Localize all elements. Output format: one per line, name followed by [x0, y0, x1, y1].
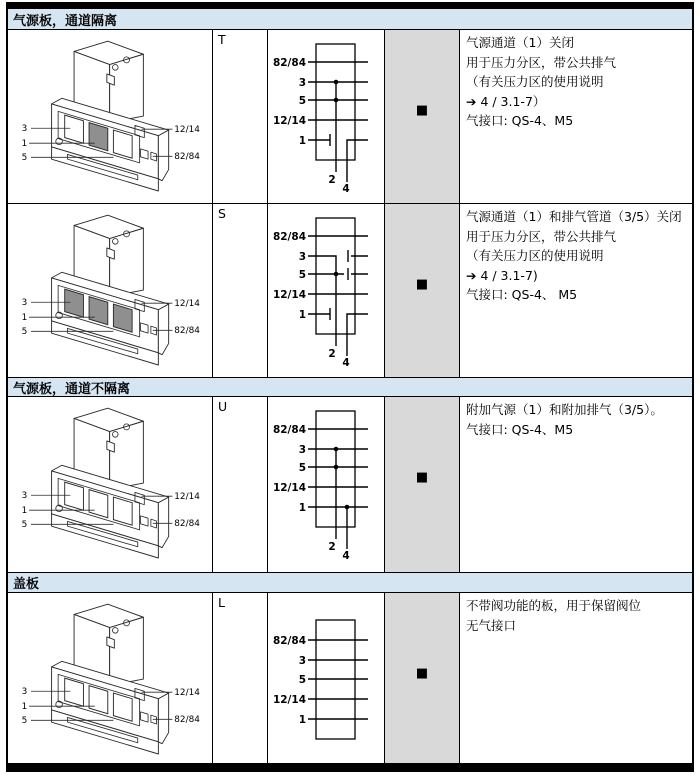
- diagram-label: 2: [328, 541, 336, 553]
- description-line: （有关压力区的使用说明: [466, 248, 604, 263]
- description-cell: [460, 204, 692, 377]
- diagram-label: 12/14: [272, 694, 306, 706]
- variant-code: L: [218, 595, 225, 610]
- port-label-12-14: 12/14: [174, 687, 200, 698]
- code-cell: [213, 30, 268, 203]
- table-row: [8, 204, 692, 378]
- port-label-1: 1: [21, 702, 28, 713]
- plate-drawing-cell: [8, 30, 213, 203]
- variant-code: S: [218, 206, 226, 221]
- manifold-plate-drawing: [16, 598, 208, 762]
- circuit-diagram-supply-exhaust-closed: [268, 204, 385, 378]
- description-line: （有关压力区的使用说明: [466, 74, 604, 89]
- section-header-label: 气源板，通道不隔离: [13, 381, 131, 397]
- port-label-82-84: 82/84: [174, 152, 200, 163]
- code-cell: [213, 204, 268, 377]
- description-line: 附加气源（1）和附加排气（3/5）。: [466, 402, 663, 417]
- description-cell: [460, 30, 692, 203]
- plate-body: [52, 98, 169, 191]
- availability-cell: [385, 397, 460, 572]
- description-line: 用于压力分区，带公共排气: [466, 54, 617, 70]
- diagram-label: 5: [298, 462, 306, 474]
- port-label-5: 5: [21, 716, 28, 727]
- description-line: 气接口: QS-4、M5: [466, 113, 574, 128]
- port-label-3: 3: [21, 124, 28, 135]
- description-line: ➔ 4 / 3.1-7): [466, 267, 538, 283]
- availability-marker: ■: [415, 103, 429, 118]
- port-label-1: 1: [21, 506, 28, 517]
- plate-body: [52, 272, 169, 365]
- availability-marker: ■: [415, 666, 429, 681]
- port-label-3: 3: [21, 687, 28, 698]
- variant-code: T: [218, 32, 226, 47]
- table-row: [8, 30, 692, 204]
- diagram-label: 1: [298, 502, 306, 514]
- port-label-12-14: 12/14: [174, 124, 200, 135]
- description-line: 气接口: QS-4、M5: [466, 421, 574, 437]
- section-header: [8, 9, 692, 30]
- description-line: 气接口: QS-4、 M5: [466, 287, 578, 302]
- circuit-diagram-additional-supply: [268, 397, 385, 571]
- manifold-plate-drawing: [16, 402, 208, 566]
- description-line: ➔ 4 / 3.1-7）: [466, 93, 546, 109]
- description-line: 气源通道（1）和排气管道（3/5）关闭: [466, 209, 682, 224]
- circuit-diagram-supply-closed: [268, 30, 385, 204]
- diagram-label: 12/14: [272, 115, 306, 127]
- diagram-label: 12/14: [272, 289, 306, 301]
- table-row: [8, 397, 692, 573]
- port-label-12-14: 12/14: [174, 491, 200, 502]
- circuit-diagram-cover-plate: [268, 593, 385, 763]
- diagram-label: 2: [328, 348, 336, 360]
- port-label-82-84: 82/84: [174, 715, 200, 726]
- table-row: [8, 593, 692, 763]
- diagram-label: 12/14: [272, 482, 306, 494]
- availability-cell: [385, 593, 460, 763]
- port-label-1: 1: [21, 139, 28, 150]
- diagram-label: 5: [298, 674, 306, 686]
- port-label-5: 5: [21, 153, 28, 164]
- section-header-label: 气源板，通道隔离: [13, 13, 118, 29]
- plate-body: [52, 465, 169, 558]
- diagram-label: 2: [328, 174, 336, 186]
- diagram-label: 82/84: [272, 635, 306, 647]
- circuit-cell: [268, 593, 385, 763]
- diagram-label: 82/84: [272, 231, 306, 243]
- plate-drawing-cell: [8, 593, 213, 763]
- diagram-label: 1: [298, 309, 306, 321]
- diagram-label: 5: [298, 95, 306, 107]
- availability-cell: [385, 204, 460, 377]
- diagram-label: 3: [298, 655, 306, 667]
- port-label-1: 1: [21, 313, 28, 324]
- diagram-label: 5: [298, 269, 306, 281]
- diagram-label: 3: [298, 77, 306, 89]
- section-header: [8, 573, 692, 593]
- variant-code: U: [218, 399, 228, 414]
- section-header: [8, 378, 692, 397]
- availability-cell: [385, 30, 460, 203]
- description-cell: [460, 593, 692, 763]
- port-label-5: 5: [21, 327, 28, 338]
- diagram-label: 3: [298, 444, 306, 456]
- availability-marker: ■: [415, 277, 429, 292]
- code-cell: [213, 397, 268, 572]
- diagram-label: 4: [342, 183, 350, 195]
- diagram-label: 1: [298, 714, 306, 726]
- description-line: 不带阀功能的板，用于保留阀位: [466, 598, 642, 613]
- diagram-label: 4: [342, 550, 350, 562]
- diagram-label: 82/84: [272, 57, 306, 69]
- description-line: 无气接口: [466, 617, 517, 633]
- manifold-plate-drawing: [16, 209, 208, 373]
- port-label-82-84: 82/84: [174, 519, 200, 530]
- plate-body: [52, 661, 169, 754]
- circuit-cell: [268, 397, 385, 572]
- section-header-label: 盖板: [13, 577, 40, 592]
- description-line: 用于压力分区，带公共排气: [466, 228, 617, 244]
- diagram-label: 82/84: [272, 424, 306, 436]
- port-label-12-14: 12/14: [174, 298, 200, 309]
- port-label-5: 5: [21, 520, 28, 531]
- plate-drawing-cell: [8, 397, 213, 572]
- circuit-cell: [268, 204, 385, 377]
- circuit-cell: [268, 30, 385, 203]
- port-label-3: 3: [21, 491, 28, 502]
- diagram-label: 4: [342, 357, 350, 369]
- manifold-plate-drawing: [16, 35, 208, 199]
- variants-table: [6, 2, 694, 772]
- port-label-3: 3: [21, 298, 28, 309]
- description-line: 气源通道（1）关闭: [466, 35, 574, 50]
- diagram-label: 3: [298, 251, 306, 263]
- diagram-label: 1: [298, 135, 306, 147]
- availability-marker: ■: [415, 470, 429, 485]
- code-cell: [213, 593, 268, 763]
- port-label-82-84: 82/84: [174, 326, 200, 337]
- plate-drawing-cell: [8, 204, 213, 377]
- description-cell: [460, 397, 692, 572]
